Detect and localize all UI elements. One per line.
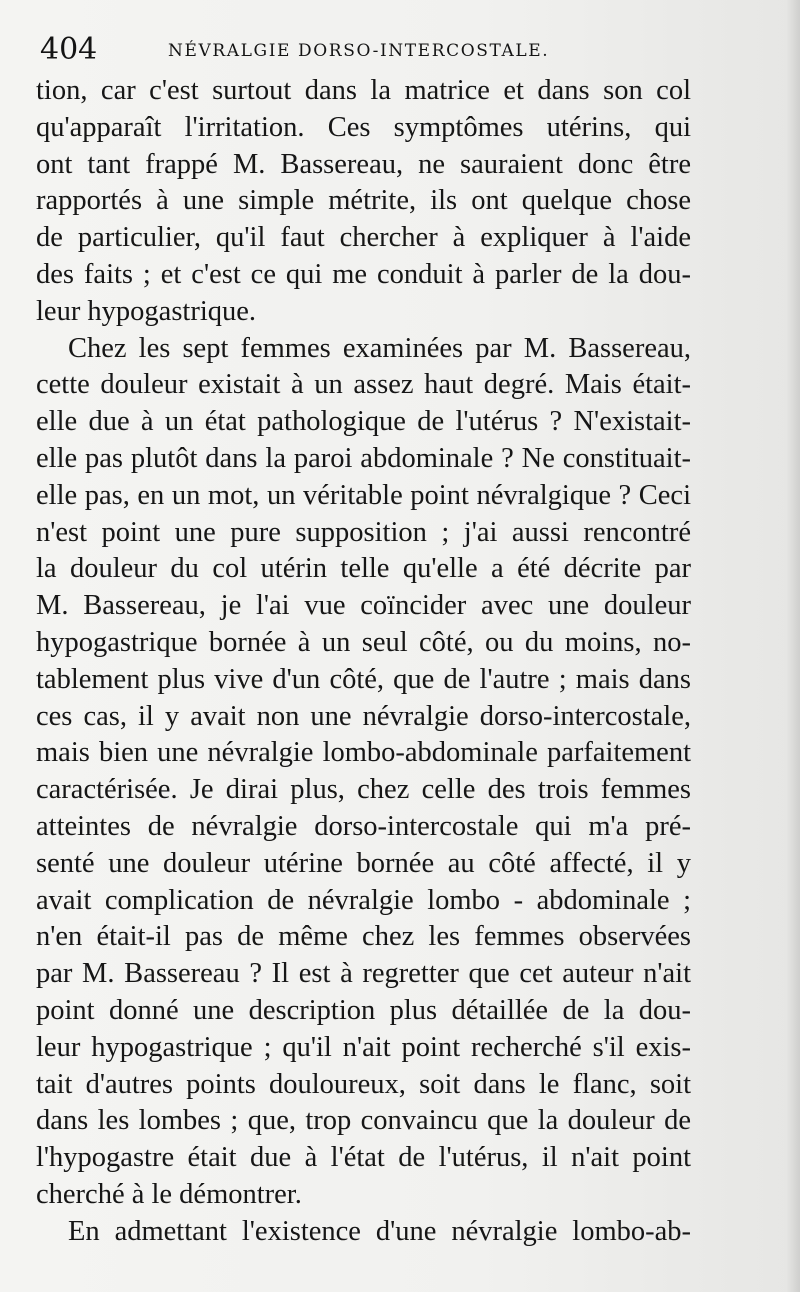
paragraph	[36, 73, 691, 331]
text-line: mais bien une névralgie lombo-abdominale parfaitement	[36, 737, 691, 769]
text-line: elle due à un état pathologique de l'utérus ? N'existait-	[36, 406, 691, 438]
text-line: tait d'autres points douloureux, soit dans le flanc, soit	[36, 1068, 691, 1100]
text-line: avait complication de névralgie lombo - abdominale ;	[36, 884, 691, 916]
text-line: des faits ; et c'est ce qui me conduit à parler de la dou-	[36, 258, 691, 290]
text-line: Chez les sept femmes examinées par M. Bassereau,	[68, 332, 691, 364]
text-line: qu'apparaît l'irritation. Ces symptômes utérins, qui	[36, 111, 691, 143]
body-text	[36, 73, 691, 1251]
text-line: tion, car c'est surtout dans la matrice et dans son col	[36, 75, 691, 106]
text-line: elle pas plutôt dans la paroi abdominale ? Ne constituait-	[36, 442, 691, 474]
paragraph	[36, 1214, 691, 1251]
text-line: leur hypogastrique.	[36, 295, 257, 327]
text-line: ces cas, il y avait non une névralgie dorso-intercostale,	[36, 700, 691, 732]
text-line: tablement plus vive d'un côté, que de l'autre ; mais dans	[36, 663, 691, 695]
text-line: n'en était-il pas de même chez les femmes observées	[36, 921, 691, 953]
text-line: dans les lombes ; que, trop convaincu que la douleur de	[36, 1105, 691, 1137]
text-line: cherché à le démontrer.	[36, 1178, 302, 1210]
page-number: 404	[40, 32, 98, 67]
text-line: n'est point une pure supposition ; j'ai aussi rencontré	[36, 516, 691, 548]
text-line: senté une douleur utérine bornée au côté affecté, il y	[36, 847, 691, 879]
text-line: elle pas, en un mot, un véritable point névralgique ? Ceci	[36, 479, 691, 511]
text-line: point donné une description plus détaillée de la dou-	[36, 994, 691, 1026]
text-line: par M. Bassereau ? Il est à regretter que cet auteur n'ait	[36, 958, 691, 990]
text-line: hypogastrique bornée à un seul côté, ou du moins, no-	[36, 626, 691, 658]
text-line: cette douleur existait à un assez haut degré. Mais était-	[36, 369, 691, 401]
text-line: atteintes de névralgie dorso-intercostale qui m'a pré-	[36, 810, 691, 842]
text-line: l'hypogastre était due à l'état de l'utérus, il n'ait point	[36, 1142, 691, 1174]
running-title: NÉVRALGIE DORSO-INTERCOSTALE.	[168, 41, 550, 61]
text-line: leur hypogastrique ; qu'il n'ait point recherché s'il exis-	[36, 1031, 691, 1063]
text-line: la douleur du col utérin telle qu'elle a été décrite par	[36, 553, 691, 585]
paragraph	[36, 331, 691, 1214]
text-line: caractérisée. Je dirai plus, chez celle des trois femmes	[36, 774, 691, 806]
text-line: ont tant frappé M. Bassereau, ne sauraient donc être	[36, 148, 691, 180]
running-head	[40, 30, 640, 70]
text-line: de particulier, qu'il faut chercher à expliquer à l'aide	[36, 222, 691, 254]
text-line: rapportés à une simple métrite, ils ont quelque chose	[36, 185, 691, 217]
text-line: M. Bassereau, je l'ai vue coïncider avec une douleur	[36, 590, 691, 622]
text-line: En admettant l'existence d'une névralgie lombo-ab-	[68, 1215, 691, 1247]
page-gutter-shadow	[786, 0, 800, 1292]
